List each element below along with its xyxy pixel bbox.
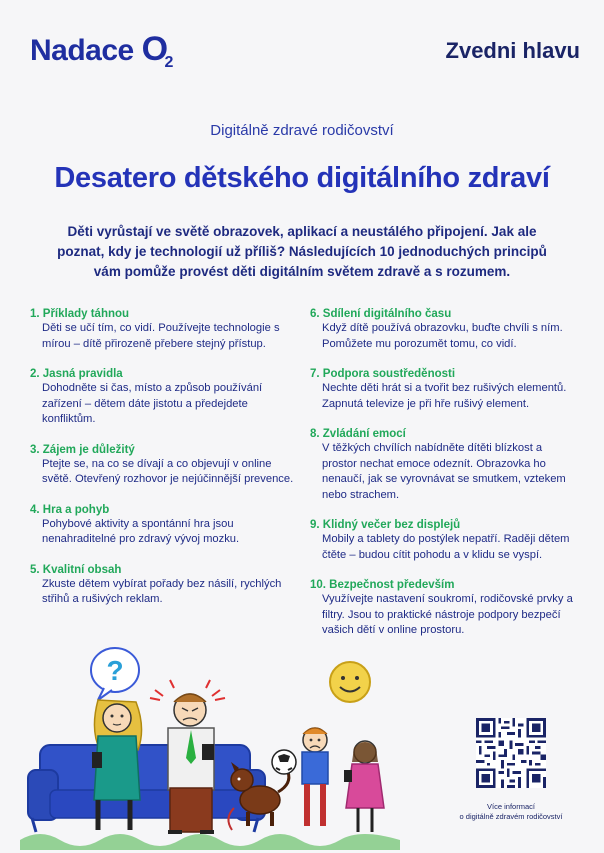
principle-text: Ptejte se, na co se dívají a co objevují v online světě. Otevřený rozhovor je nejúčinnější prevence. xyxy=(42,457,294,485)
girl-figure-icon xyxy=(344,741,384,832)
boy-figure-icon xyxy=(302,728,328,826)
principle-5 xyxy=(30,564,300,608)
principle-10 xyxy=(310,579,580,639)
principle-title: 7. Podpora soustředěnosti xyxy=(310,368,456,380)
principle-text: Když dítě používá obrazovku, buďte chvíli s ním. Pomůžete mu porozumět tomu, co vidí. xyxy=(322,322,563,350)
smiley-icon xyxy=(330,662,370,702)
principles-left-column xyxy=(30,308,300,624)
qr-caption-line-2: o digitálně zdravém rodičovství xyxy=(459,812,563,821)
question-bubble-icon xyxy=(91,648,139,700)
principle-8 xyxy=(310,428,580,503)
father-figure-icon xyxy=(168,694,214,832)
principle-text: Zkuste dětem vybírat pořady bez násilí, rychlých střihů a rušivých reklam. xyxy=(42,577,282,605)
principle-title: 4. Hra a pohyb xyxy=(30,503,110,516)
principle-4 xyxy=(30,504,300,548)
intro-text: Děti vyrůstají ve světě obrazovek, aplikací a neustálého připojení. Jak ale poznat, kdy je technologií už příliš? Následujících 10 jednoduchých principů vám pomůže provést děti digitálním světem zdravě a s rozumem. xyxy=(57,224,547,279)
principle-text: Mobily a tablety do postýlek nepatří. Raději dětem čtěte – budou cítit pohodu a v klidu se vyspí. xyxy=(322,533,570,561)
nadace-o2-logo xyxy=(30,30,173,72)
principle-6 xyxy=(310,308,580,352)
principle-text: Využívejte nastavení soukromí, rodičovské prvky a filtry. Jsou to praktické nástroje podpory bezpečí vašich dětí v online prostoru. xyxy=(322,593,573,636)
bubble-mark: ? xyxy=(106,655,124,686)
principles-right-column xyxy=(310,308,580,655)
principle-title: 5. Kvalitní obsah xyxy=(30,563,122,576)
principle-title: 10. Bezpečnost především xyxy=(310,579,455,591)
principle-title: 9. Klidný večer bez displejů xyxy=(310,519,461,531)
principle-title: 6. Sdílení digitálního času xyxy=(310,308,452,320)
brand-sub: 2 xyxy=(164,54,173,71)
principle-text: Dohodněte si čas, místo a způsob používání zařízení – dětem dáte jistotu a předejdete konfliktům. xyxy=(42,382,263,425)
qr-code-icon[interactable] xyxy=(476,718,546,788)
principle-title: 8. Zvládání emocí xyxy=(310,428,406,440)
page-title: Desatero dětského digitálního zdraví xyxy=(54,162,550,194)
principle-text: Děti se učí tím, co vidí. Používejte technologie s mírou – dítě přirozeně přebere stejný přístup. xyxy=(42,322,280,350)
grass-icon xyxy=(20,834,400,850)
kicker: Digitálně zdravé rodičovství xyxy=(210,122,394,139)
principle-7 xyxy=(310,368,580,412)
principle-text: Pohybové aktivity a spontánní hra jsou nenahraditelné pro zdravý vývoj mozku. xyxy=(42,517,240,545)
principle-title: 3. Zájem je důležitý xyxy=(30,443,135,456)
principle-3 xyxy=(30,444,300,488)
campaign-tagline: Zvedni hlavu xyxy=(445,38,580,63)
principle-9 xyxy=(310,519,580,563)
principle-text: V těžkých chvílích nabídněte dítěti blízkost a prostor nechat emoce odeznít. Obrazovka ho nenaučí, jak se vyrovnávat se smutkem, vztekem nebo strachem. xyxy=(322,442,566,501)
brand-name: Nadace xyxy=(30,34,134,67)
principle-title: 1. Příklady táhnou xyxy=(30,308,130,320)
principle-title: 2. Jasná pravidla xyxy=(30,368,123,380)
brand-o: O xyxy=(141,30,168,68)
qr-caption-line-1: Více informací xyxy=(487,802,535,811)
principle-text: Nechte děti hrát si a tvořit bez rušivých elementů. Zapnutá televize je při hře rušivý element. xyxy=(322,382,567,410)
family-drawing-icon xyxy=(20,640,400,850)
principle-2 xyxy=(30,368,300,428)
qr-caption xyxy=(446,802,576,822)
ball-icon xyxy=(272,750,296,774)
principle-1 xyxy=(30,308,300,352)
